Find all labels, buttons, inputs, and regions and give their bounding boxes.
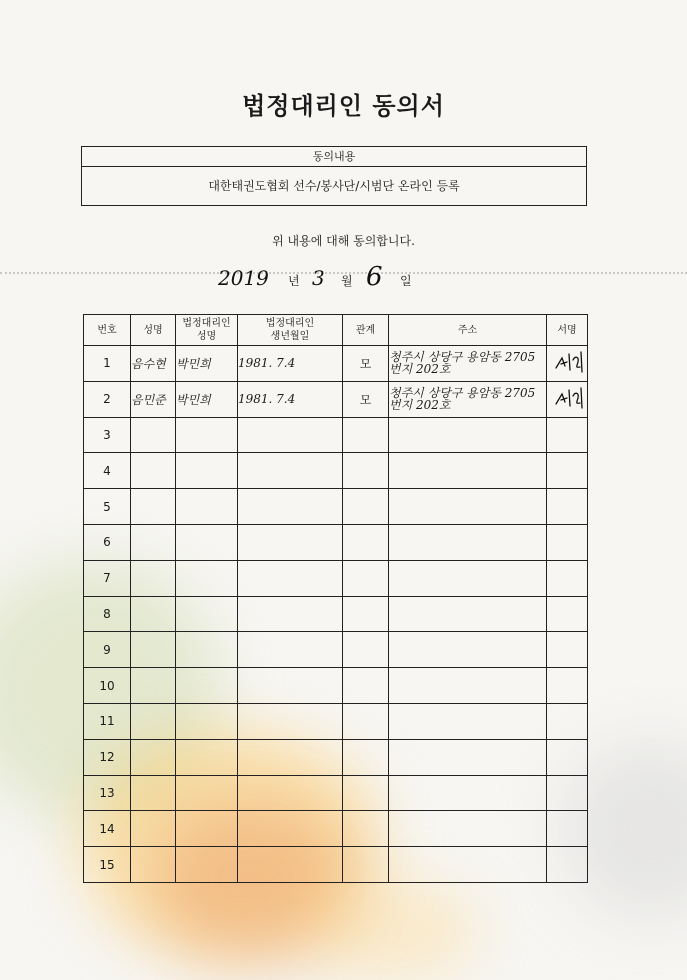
row-name: 음민준 <box>131 381 176 417</box>
row-relation <box>343 775 389 811</box>
table-row <box>84 346 588 382</box>
row-signature <box>547 381 588 417</box>
table-row <box>84 632 588 668</box>
row-guardian-birth <box>238 775 343 811</box>
row-guardian-birth <box>238 703 343 739</box>
row-number: 9 <box>84 632 131 668</box>
agreement-statement: 위 내용에 대해 동의합니다. <box>272 234 415 248</box>
row-guardian-name <box>176 811 238 847</box>
row-guardian-name <box>176 632 238 668</box>
row-number: 6 <box>84 524 131 560</box>
row-number: 15 <box>84 847 131 883</box>
header-signature: 서명 <box>547 315 588 346</box>
paper-stain <box>300 880 480 980</box>
row-name <box>131 560 176 596</box>
row-name <box>131 524 176 560</box>
table-row <box>84 668 588 704</box>
date-month-unit: 월 <box>341 274 353 288</box>
row-guardian-name <box>176 453 238 489</box>
table-row <box>84 560 588 596</box>
row-guardian-name <box>176 668 238 704</box>
row-number: 5 <box>84 489 131 525</box>
row-number: 4 <box>84 453 131 489</box>
row-number: 2 <box>84 381 131 417</box>
row-name <box>131 417 176 453</box>
row-relation <box>343 703 389 739</box>
consent-header: 동의내용 <box>82 147 586 167</box>
row-relation <box>343 847 389 883</box>
row-signature <box>547 524 588 560</box>
row-name <box>131 668 176 704</box>
row-guardian-birth <box>238 417 343 453</box>
table-row <box>84 453 588 489</box>
row-number: 10 <box>84 668 131 704</box>
row-guardian-name: 박민희 <box>176 346 238 382</box>
table-header-row <box>84 315 588 346</box>
row-guardian-name <box>176 739 238 775</box>
header-number: 번호 <box>84 315 131 346</box>
row-guardian-birth <box>238 560 343 596</box>
row-guardian-birth <box>238 847 343 883</box>
row-signature <box>547 668 588 704</box>
row-relation <box>343 453 389 489</box>
row-address <box>389 417 547 453</box>
row-guardian-birth <box>238 632 343 668</box>
row-guardian-name: 박민희 <box>176 381 238 417</box>
row-name <box>131 703 176 739</box>
row-address <box>389 668 547 704</box>
document-title: 법정대리인 동의서 <box>242 92 445 120</box>
row-signature <box>547 632 588 668</box>
row-name <box>131 811 176 847</box>
row-name <box>131 453 176 489</box>
row-guardian-name <box>176 596 238 632</box>
row-name <box>131 775 176 811</box>
row-guardian-birth <box>238 524 343 560</box>
header-address: 주소 <box>389 315 547 346</box>
row-number: 13 <box>84 775 131 811</box>
row-address <box>389 739 547 775</box>
row-signature <box>547 453 588 489</box>
header-guardian-birth <box>238 315 343 346</box>
row-number: 1 <box>84 346 131 382</box>
row-signature <box>547 703 588 739</box>
row-relation <box>343 560 389 596</box>
table-row <box>84 524 588 560</box>
table-row <box>84 847 588 883</box>
guardian-table <box>83 314 588 883</box>
table-row <box>84 703 588 739</box>
header-guardian-name-text: 법정대리인 성명 <box>182 318 231 342</box>
row-address <box>389 703 547 739</box>
row-address <box>389 632 547 668</box>
row-name: 음수현 <box>131 346 176 382</box>
row-signature <box>547 811 588 847</box>
row-guardian-name <box>176 524 238 560</box>
row-relation <box>343 596 389 632</box>
date-day: 6 <box>366 262 383 292</box>
header-name: 성명 <box>131 315 176 346</box>
row-address <box>389 453 547 489</box>
date-month: 3 <box>312 266 325 290</box>
row-relation <box>343 811 389 847</box>
row-number: 8 <box>84 596 131 632</box>
row-address: 청주시 상당구 용암동 2705번지 202호 <box>389 346 547 382</box>
row-relation <box>343 632 389 668</box>
row-signature <box>547 739 588 775</box>
row-number: 14 <box>84 811 131 847</box>
row-guardian-birth <box>238 453 343 489</box>
consent-content: 대한태권도협회 선수/봉사단/시범단 온라인 등록 <box>208 179 460 193</box>
row-relation <box>343 668 389 704</box>
row-guardian-name <box>176 703 238 739</box>
row-guardian-birth <box>238 489 343 525</box>
row-guardian-name <box>176 560 238 596</box>
table-row <box>84 381 588 417</box>
row-name <box>131 739 176 775</box>
date-day-unit: 일 <box>400 274 412 288</box>
row-address <box>389 847 547 883</box>
date-year-unit: 년 <box>288 274 300 288</box>
table-row <box>84 596 588 632</box>
row-signature <box>547 775 588 811</box>
row-name <box>131 596 176 632</box>
table-row <box>84 739 588 775</box>
row-relation <box>343 524 389 560</box>
row-guardian-name <box>176 775 238 811</box>
header-relation: 관계 <box>343 315 389 346</box>
table-row <box>84 417 588 453</box>
row-address <box>389 489 547 525</box>
row-guardian-birth: 1981. 7.4 <box>238 381 343 417</box>
date-year: 2019 <box>218 266 269 290</box>
row-address <box>389 524 547 560</box>
row-signature <box>547 847 588 883</box>
row-guardian-name <box>176 489 238 525</box>
table-row <box>84 811 588 847</box>
row-guardian-name <box>176 847 238 883</box>
table-row <box>84 775 588 811</box>
row-number: 7 <box>84 560 131 596</box>
row-address <box>389 560 547 596</box>
header-guardian-name <box>176 315 238 346</box>
row-name <box>131 847 176 883</box>
row-signature <box>547 596 588 632</box>
row-name <box>131 489 176 525</box>
header-guardian-birth-text: 법정대리인 생년월일 <box>265 318 315 342</box>
handwritten-signature <box>553 386 585 412</box>
consent-box <box>81 146 587 206</box>
row-address <box>389 775 547 811</box>
handwritten-signature <box>553 350 585 376</box>
row-name <box>131 632 176 668</box>
row-relation <box>343 417 389 453</box>
row-guardian-birth: 1981. 7.4 <box>238 346 343 382</box>
row-relation: 모 <box>343 381 389 417</box>
row-address <box>389 811 547 847</box>
signature-stroke <box>556 352 582 372</box>
table-row <box>84 489 588 525</box>
row-signature <box>547 489 588 525</box>
row-guardian-birth <box>238 596 343 632</box>
row-number: 11 <box>84 703 131 739</box>
row-guardian-birth <box>238 739 343 775</box>
row-relation <box>343 489 389 525</box>
row-guardian-name <box>176 417 238 453</box>
row-number: 3 <box>84 417 131 453</box>
row-number: 12 <box>84 739 131 775</box>
row-relation <box>343 739 389 775</box>
row-signature <box>547 417 588 453</box>
row-guardian-birth <box>238 668 343 704</box>
row-address: 청주시 상당구 용암동 2705번지 202호 <box>389 381 547 417</box>
row-signature <box>547 560 588 596</box>
row-address <box>389 596 547 632</box>
signature-stroke <box>556 388 582 408</box>
row-guardian-birth <box>238 811 343 847</box>
row-relation: 모 <box>343 346 389 382</box>
row-signature <box>547 346 588 382</box>
